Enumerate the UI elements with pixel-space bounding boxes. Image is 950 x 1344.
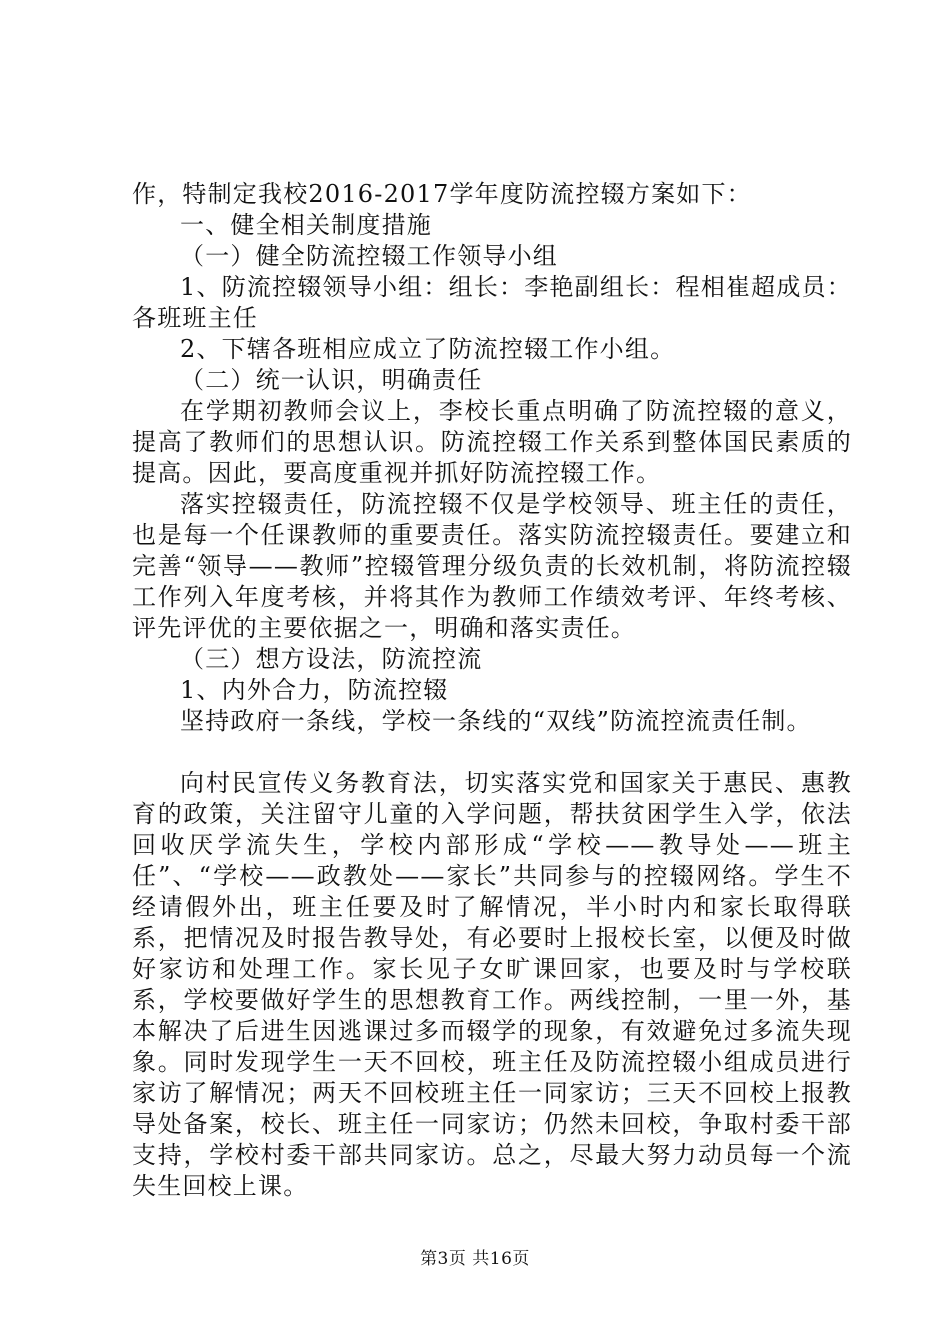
- heading-subsection-3: （三）想方设法，防流控流: [180, 645, 483, 673]
- heading-item-1: 1、内外合力，防流控辍: [180, 676, 449, 704]
- heading-subsection-1: （一）健全防流控辍工作领导小组: [180, 242, 558, 270]
- paragraph-leadership-group: 1、防流控辍领导小组：组长：李艳副组长：程相崔超成员：各班班主任: [132, 273, 852, 332]
- paragraph-responsibility: 落实控辍责任，防流控辍不仅是学校领导、班主任的责任，也是每一个任课教师的重要责任。落实防流控辍责任。要建立和完善“领导——教师”控辍管理分级负责的长效机制，将防流控辍工作列入年度考核，并将其作为教师工作绩效考评、年终考核、评先评优的主要依据之一，明确和落实责任。: [132, 490, 852, 642]
- page-footer: 第3页 共16页: [420, 1249, 530, 1269]
- heading-section-1: 一、健全相关制度措施: [180, 211, 432, 239]
- paragraph-publicity: 向村民宣传义务教育法，切实落实党和国家关于惠民、惠教育的政策，关注留守儿童的入学问题，帮扶贫困学生入学，依法回收厌学流失生，学校内部形成“学校——教导处——班主任”、“学校——政教处——家长”共同参与的控辍网络。学生不经请假外出，班主任要及时了解情况，半小时内和家长取得联系，把情况及时报告教导处，有必要时上报校长室，以便及时做好家访和处理工作。家长见子女旷课回家，也要及时与学校联系，学校要做好学生的思想教育工作。两线控制，一里一外，基本解决了后进生因逃课过多而辍学的现象，有效避免过多流失现象。同时发现学生一天不回校，班主任及防流控辍小组成员进行家访了解情况；两天不回校班主任一同家访；三天不回校上报教导处备案，校长、班主任一同家访；仍然未回校，争取村委干部支持，学校村委干部共同家访。总之，尽最大努力动员每一个流失生回校上课。: [132, 769, 852, 1200]
- document-body: [132, 179, 852, 1202]
- paragraph-continuation: 作，特制定我校2016-2017学年度防流控辍方案如下：: [132, 180, 752, 208]
- paragraph-teacher-meeting: 在学期初教师会议上，李校长重点明确了防流控辍的意义，提高了教师们的思想认识。防流控辍工作关系到整体国民素质的提高。因此，要高度重视并抓好防流控辍工作。: [132, 397, 852, 487]
- blank-line: [132, 737, 852, 768]
- heading-subsection-2: （二）统一认识，明确责任: [180, 366, 483, 394]
- paragraph-class-groups: 2、下辖各班相应成立了防流控辍工作小组。: [180, 335, 676, 363]
- paragraph-dual-line: 坚持政府一条线，学校一条线的“双线”防流控流责任制。: [180, 707, 812, 735]
